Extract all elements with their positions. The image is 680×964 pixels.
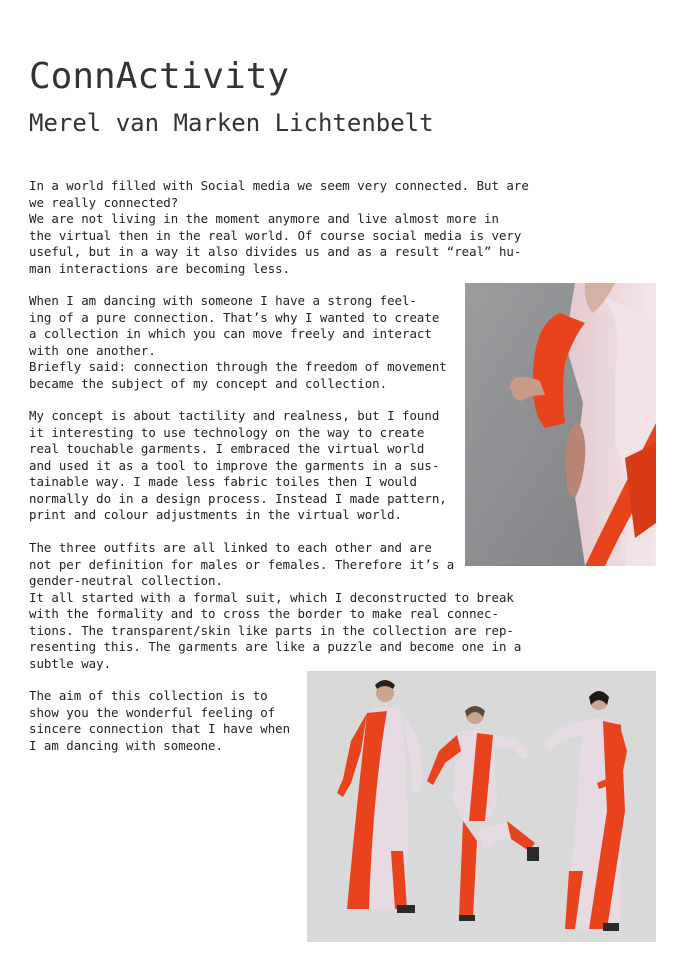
text-line: In a world filled with Social media we seem very connected. But are: [29, 178, 529, 193]
dance-photo-illustration: [465, 283, 656, 566]
text-line: The aim of this collection is to: [29, 688, 268, 703]
text-line: Briefly said: connection through the freedom of movement: [29, 359, 447, 374]
text-line: with one another.: [29, 342, 156, 358]
paragraph-concept: [29, 408, 447, 524]
text-line: the virtual then in the real world. Of course social media is very: [29, 227, 522, 243]
text-line: tions. The transparent/skin like parts in the collection are rep-: [29, 622, 514, 638]
text-line: became the subject of my concept and collection.: [29, 375, 388, 391]
paragraph-intro: [29, 178, 529, 277]
paragraph-outfits: [29, 540, 521, 672]
text-line: tainable way. I made less fabric toiles then I would: [29, 474, 417, 489]
page-title: ConnActivity: [29, 56, 290, 97]
text-line: When I am dancing with someone I have a strong feel-: [29, 293, 417, 308]
text-line: I am dancing with someone.: [29, 737, 223, 753]
text-line: My concept is about tactility and realness, but I found: [29, 408, 440, 423]
text-line: real touchable garments. I embraced the virtual world: [29, 441, 425, 456]
outfit-render-illustration: [307, 671, 656, 942]
text-line: useful, but in a way it also divides us and as a result “real” hu-: [29, 244, 522, 259]
text-line: resenting this. The garments are like a puzzle and become one in a: [29, 639, 522, 654]
text-line: and used it as a tool to improve the garments in a sus-: [29, 457, 440, 473]
text-line: normally do in a design process. Instead I made pattern,: [29, 490, 447, 506]
text-line: sincere connection that I have when: [29, 721, 291, 736]
text-line: show you the wonderful feeling of: [29, 704, 276, 720]
text-line: The three outfits are all linked to each other and are: [29, 540, 432, 555]
text-line: gender-neutral collection.: [29, 573, 223, 588]
dance-photo: [465, 283, 656, 566]
text-line: We are not living in the moment anymore and live almost more in: [29, 211, 499, 226]
paragraph-dancing: [29, 293, 447, 392]
text-line: not per definition for males or females. Therefore it’s a: [29, 556, 455, 572]
text-line: It all started with a formal suit, which I deconstructed to break: [29, 589, 514, 605]
text-line: we really connected?: [29, 194, 179, 210]
text-line: print and colour adjustments in the virtual world.: [29, 507, 402, 522]
text-line: it interesting to use technology on the way to create: [29, 424, 425, 440]
text-line: a collection in which you can move freely and interact: [29, 326, 432, 341]
text-line: with the formality and to cross the border to make real connec-: [29, 606, 499, 621]
text-line: man interactions are becoming less.: [29, 260, 291, 276]
paragraph-aim: [29, 688, 290, 754]
author-name: Merel van Marken Lichtenbelt: [29, 109, 434, 137]
text-line: subtle way.: [29, 655, 112, 671]
outfit-render: [307, 671, 656, 942]
text-line: ing of a pure connection. That’s why I wanted to create: [29, 309, 440, 325]
